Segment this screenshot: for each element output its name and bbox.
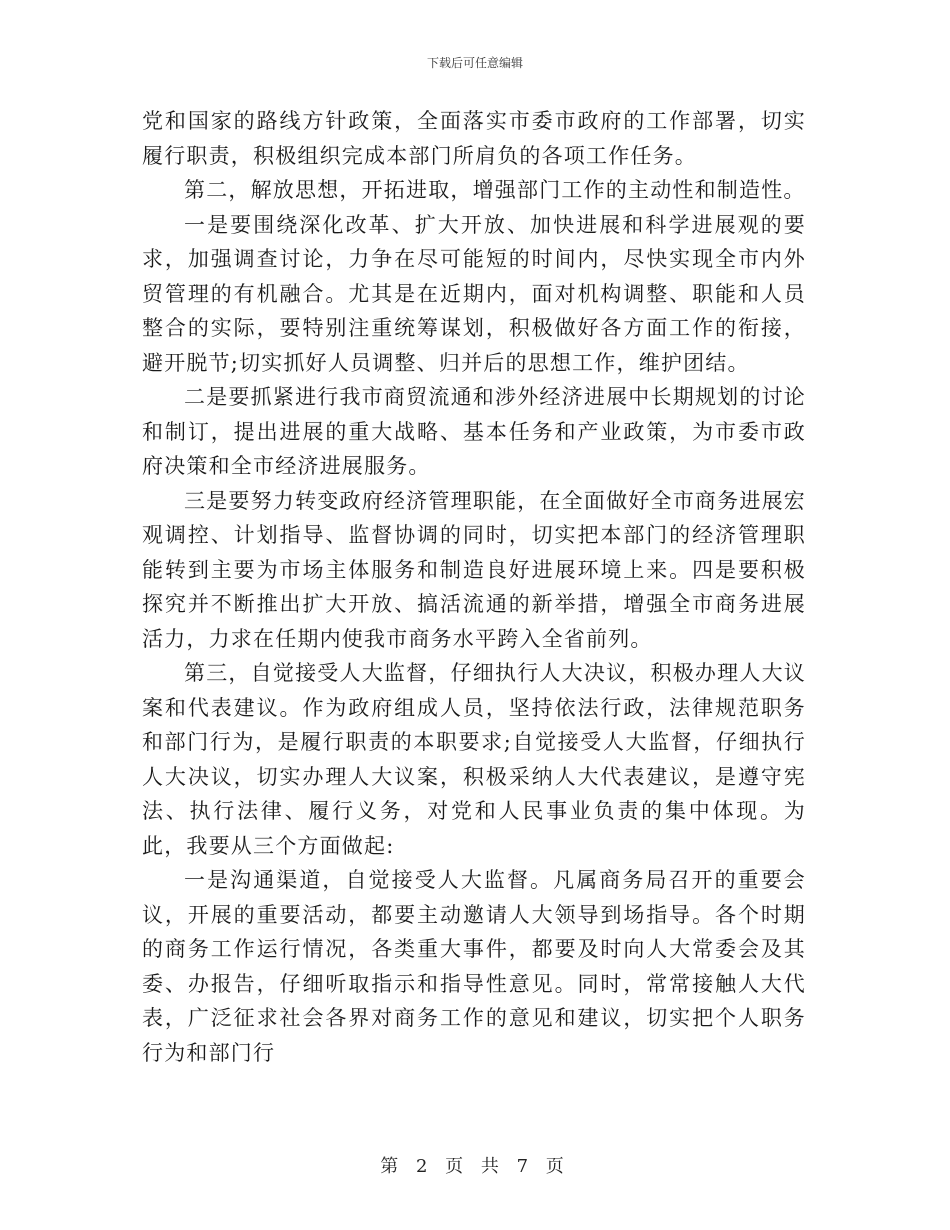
page-header-note: 下载后可任意编辑 <box>426 56 523 70</box>
paragraph-1: 党和国家的路线方针政策，全面落实市委市政府的工作部署，切实履行职责，积极组织完成本部门所肩负的各项工作任务。 <box>142 109 806 168</box>
paragraph-5: 三是要努力转变政府经济管理职能，在全面做好全市商务进展宏观调控、计划指导、监督协调的同时，切实把本部门的经济管理职能转到主要为市场主体服务和制造良好进展环境上来。四是要积极探究并不断推出扩大开放、搞活流通的新举措，增强全市商务进展活力，力求在任期内使我市商务水平跨入全省前列。 <box>142 488 806 651</box>
paragraph-4: 二是要抓紧进行我市商贸流通和涉外经济进展中长期规划的讨论和制订，提出进展的重大战略、基本任务和产业政策，为市委市政府决策和全市经济进展服务。 <box>142 385 806 478</box>
paragraph-6: 第三，自觉接受人大监督，仔细执行人大决议，积极办理人大议案和代表建议。作为政府组成人员，坚持依法行政，法律规范职务和部门行为，是履行职责的本职要求;自觉接受人大监督，仔细执行人大决议，切实办理人大议案，积极采纳人大代表建议，是遵守宪法、执行法律、履行义务，对党和人民事业负责的集中体现。为此，我要从三个方面做起: <box>142 661 806 858</box>
document-body <box>142 104 806 1070</box>
page-number-footer: 第 2 页 共 7 页 <box>380 1156 570 1177</box>
paragraph-2: 第二，解放思想，开拓进取，增强部门工作的主动性和制造性。 <box>184 178 806 202</box>
paragraph-3: 一是要围绕深化改革、扩大开放、加快进展和科学进展观的要求，加强调查讨论，力争在尽可能短的时间内，尽快实现全市内外贸管理的有机融合。尤其是在近期内，面对机构调整、职能和人员整合的实际，要特别注重统筹谋划，积极做好各方面工作的衔接，避开脱节;切实抓好人员调整、归并后的思想工作，维护团结。 <box>142 212 806 375</box>
paragraph-7: 一是沟通渠道，自觉接受人大监督。凡属商务局召开的重要会议，开展的重要活动，都要主动邀请人大领导到场指导。各个时期的商务工作运行情况，各类重大事件，都要及时向人大常委会及其委、办报告，仔细听取指示和指导性意见。同时，常常接触人大代表，广泛征求社会各界对商务工作的意见和建议，切实把个人职务行为和部门行 <box>142 868 806 1065</box>
